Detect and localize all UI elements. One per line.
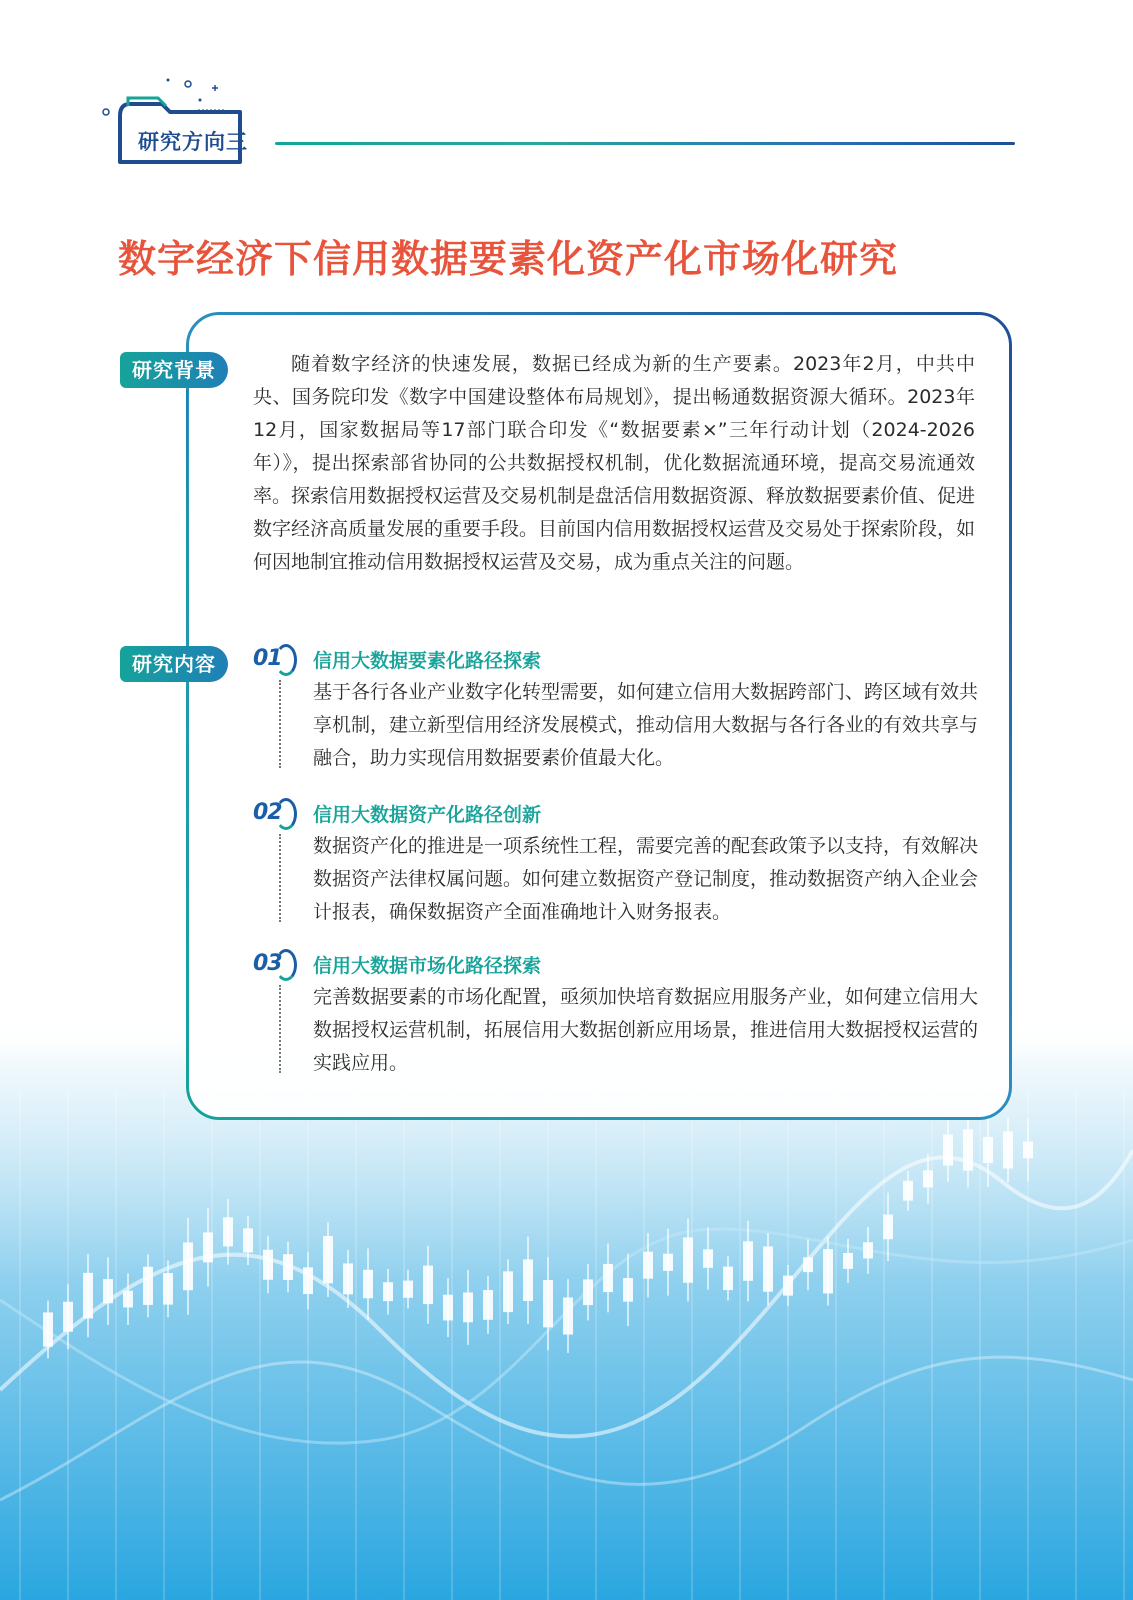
item-number-badge <box>253 800 303 830</box>
candle-body <box>483 1290 493 1320</box>
dotted-connector <box>279 834 281 922</box>
candle-body <box>723 1267 733 1291</box>
candle-body <box>463 1292 473 1322</box>
candle-body <box>743 1241 753 1280</box>
candle-body <box>803 1257 813 1272</box>
candle-body <box>403 1281 413 1298</box>
background-paragraph: 随着数字经济的快速发展，数据已经成为新的生产要素。2023年2月，中共中央、国务院印发《数字中国建设整体布局规划》，提出畅通数据资源大循环。2023年12月，国家数据局等17部门联合印发《“数据要素×”三年行动计划（2024-2026年）》，提出探索部省协同的公共数据授权机制，优化数据流通环境，提高交易流通效率。探索信用数据授权运营及交易机制是盘活信用数据资源、释放数据要素价值、促进数字经济高质量发展的重要手段。目前国内信用数据授权运营及交易处于探索阶段，如何因地制宜推动信用数据授权运营及交易，成为重点关注的问题。 <box>253 353 976 573</box>
candle-body <box>343 1263 353 1294</box>
page-title: 数字经济下信用数据要素化资产化市场化研究 <box>118 236 899 281</box>
candle-body <box>43 1312 53 1346</box>
item-number: 01 <box>253 646 282 671</box>
candle-body <box>563 1298 573 1335</box>
candle-body <box>863 1242 873 1258</box>
item-title: 信用大数据市场化路径探索 <box>313 955 542 977</box>
candle-body <box>543 1280 553 1327</box>
item-number-badge <box>253 951 303 981</box>
arc-icon <box>275 798 297 830</box>
header-divider <box>275 142 1015 145</box>
tag-rail <box>186 390 188 602</box>
item-title: 信用大数据资产化路径创新 <box>313 804 542 826</box>
dotted-connector <box>279 985 281 1073</box>
candle-body <box>823 1249 833 1293</box>
item-text: 完善数据要素的市场化配置，亟须加快培育数据应用服务产业，如何建立信用大数据授权运营机制，拓展信用大数据创新应用场景，推进信用大数据授权运营的实践应用。 <box>313 986 979 1074</box>
candle-body <box>423 1266 433 1305</box>
item-number: 02 <box>253 800 282 825</box>
candle-body <box>783 1276 793 1296</box>
candle-body <box>683 1237 693 1282</box>
candle-body <box>103 1279 113 1303</box>
candle-body <box>1003 1131 1013 1168</box>
candle-body <box>983 1137 993 1163</box>
candle-body <box>903 1181 913 1201</box>
candle-body <box>643 1252 653 1279</box>
candle-body <box>503 1271 513 1312</box>
candle-body <box>363 1270 373 1298</box>
candle-body <box>663 1254 673 1271</box>
candle-body <box>583 1279 593 1305</box>
candle-body <box>603 1264 613 1292</box>
research-background-tag: 研究背景 <box>120 352 228 388</box>
arc-icon <box>275 644 297 676</box>
item-number: 03 <box>253 951 282 976</box>
candle-body <box>843 1253 853 1269</box>
candle-body <box>443 1295 453 1321</box>
candle-body <box>1023 1142 1033 1159</box>
candle-body <box>203 1232 213 1262</box>
candle-body <box>263 1250 273 1280</box>
item-title: 信用大数据要素化路径探索 <box>313 650 542 672</box>
candle-body <box>923 1170 933 1187</box>
candle-body <box>63 1302 73 1332</box>
dotted-connector <box>279 680 281 768</box>
candle-body <box>163 1273 173 1305</box>
candle-body <box>323 1236 333 1283</box>
item-text: 数据资产化的推进是一项系统性工程，需要完善的配套政策予以支持，有效解决数据资产法律权属问题。如何建立数据资产登记制度，推动数据资产纳入企业会计报表，确保数据资产全面准确地计入财务报表。 <box>313 835 979 923</box>
section-label: 研究方向三 <box>138 130 248 154</box>
section-header <box>100 76 1015 166</box>
candle-body <box>123 1291 133 1308</box>
candle-body <box>623 1278 633 1302</box>
candle-body <box>703 1249 713 1268</box>
candle-body <box>943 1134 953 1165</box>
candle-body <box>523 1259 533 1301</box>
candle-body <box>243 1228 253 1252</box>
candle-body <box>83 1273 93 1319</box>
arc-icon <box>275 949 297 981</box>
candle-body <box>763 1246 773 1291</box>
item-number-badge <box>253 646 303 676</box>
candle-body <box>283 1254 293 1280</box>
candle-body <box>963 1129 973 1170</box>
candle-body <box>303 1267 313 1294</box>
candle-body <box>183 1242 193 1290</box>
candle-body <box>383 1282 393 1301</box>
item-text: 基于各行各业产业数字化转型需要，如何建立信用大数据跨部门、跨区域有效共享机制，建立新型信用经济发展模式，推动信用大数据与各行各业的有效共享与融合，助力实现信用数据要素价值最大化。 <box>313 681 979 769</box>
research-content-tag: 研究内容 <box>120 646 228 682</box>
candle-body <box>223 1217 233 1246</box>
candle-body <box>143 1267 153 1305</box>
candle-body <box>883 1215 893 1240</box>
